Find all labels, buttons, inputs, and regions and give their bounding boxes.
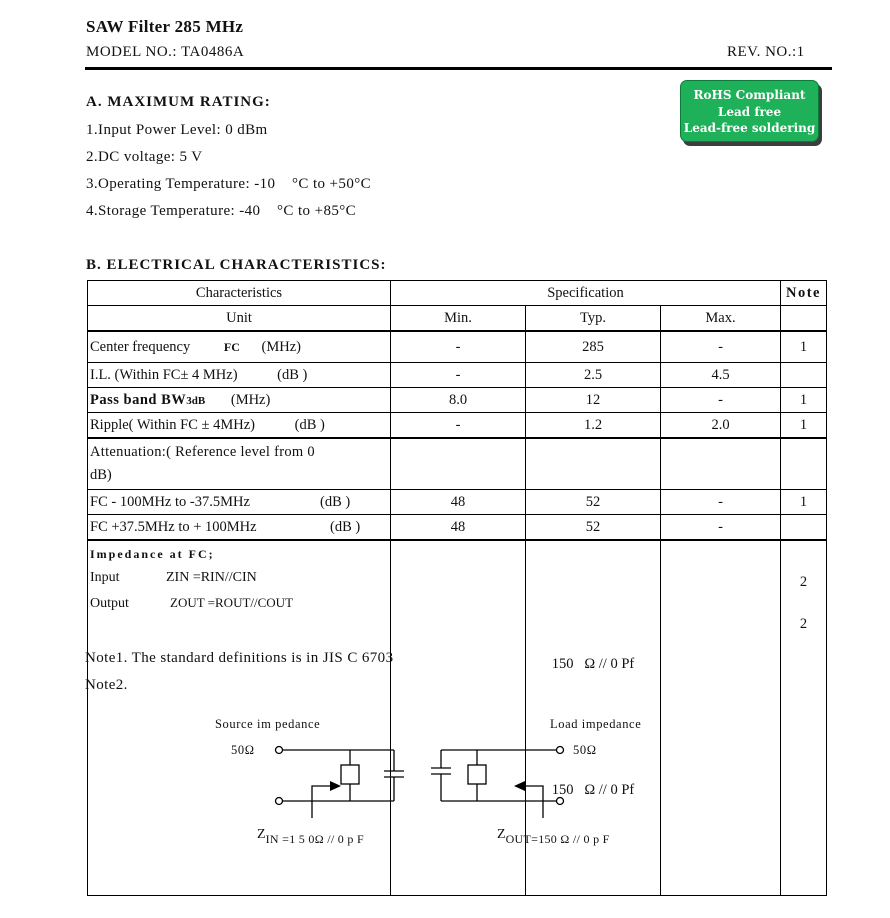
row-typ: 52 [526,490,661,515]
load-resistance-label: 50Ω [573,743,597,757]
source-impedance-label: Source im pedance [215,717,321,731]
row-max: - [661,331,781,363]
row-note: 1 [781,490,827,515]
row-characteristic: FC +37.5MHz to + 100MHz (dB ) [88,515,391,541]
note-2: Note2. [85,677,128,693]
zin-formula: ZIN =1 5 0Ω // 0 p F [257,827,364,846]
row-characteristic: Center frequency FC (MHz) [88,331,391,363]
row-characteristic: Ripple( Within FC ± 4MHz) (dB ) [88,413,391,439]
rohs-line-3: Lead-free soldering [683,121,816,135]
output-arrow-icon [514,781,525,791]
rating-item: 2.DC voltage: 5 V [86,149,203,165]
row-characteristic: Attenuation:( Reference level from 0 dB) [88,438,391,490]
document-title: SAW Filter 285 MHz [86,17,244,36]
row-min: - [391,413,526,439]
col-specification: Specification [391,281,781,306]
row-max: - [661,490,781,515]
row-characteristic: FC - 100MHz to -37.5MHz (dB ) [88,490,391,515]
rohs-line-1: RoHS Compliant [693,88,806,102]
row-max: 2.0 [661,413,781,439]
row-max: - [661,515,781,541]
col-min: Min. [391,306,526,332]
section-a-heading: A. MAXIMUM RATING: [86,94,271,110]
rating-item: 3.Operating Temperature: -10 °C to +50°C [86,176,372,192]
row-typ: 52 [526,515,661,541]
row-min: 8.0 [391,388,526,413]
row-min: - [391,363,526,388]
note-1: Note1. The standard definitions is in JIS C 6703 [85,650,394,666]
row-min: 48 [391,490,526,515]
rohs-line-2: Lead free [717,104,782,119]
col-characteristics: Characteristics [88,281,391,306]
source-resistance-label: 50Ω [231,743,255,757]
col-unit: Unit [88,306,391,332]
impedance-note: 2 2 [781,540,827,896]
row-min: - [391,331,526,363]
impedance-typ: 150 Ω // 0 Pf 150 Ω // 0 Pf [526,540,661,896]
impedance-characteristic: Impedance at FC; Input ZIN =RIN//CIN Output ZOUT =ROUT//COUT [88,540,391,896]
revision-number: REV. NO.:1 [727,44,805,60]
rating-item: 4.Storage Temperature: -40 °C to +85°C [86,203,357,219]
row-typ: 2.5 [526,363,661,388]
row-note: 1 [781,413,827,439]
row-max: 4.5 [661,363,781,388]
load-impedance-label: Load impedance [550,717,642,731]
row-typ: 1.2 [526,413,661,439]
row-characteristic: I.L. (Within FC± 4 MHz) (dB ) [88,363,391,388]
rating-item: 1.Input Power Level: 0 dBm [86,122,268,138]
row-typ: 12 [526,388,661,413]
section-b-heading: B. ELECTRICAL CHARACTERISTICS: [86,257,387,273]
input-arrow-icon [330,781,341,791]
zout-formula: ZOUT=150 Ω // 0 p F [497,827,610,846]
row-max: - [661,388,781,413]
row-characteristic: Pass band BW3dB (MHz) [88,388,391,413]
row-min: 48 [391,515,526,541]
col-max: Max. [661,306,781,332]
row-note: 1 [781,331,827,363]
model-number: MODEL NO.: TA0486A [86,44,245,60]
col-typ: Typ. [526,306,661,332]
row-typ: 285 [526,331,661,363]
row-note: 1 [781,388,827,413]
col-note: Note [781,281,827,306]
